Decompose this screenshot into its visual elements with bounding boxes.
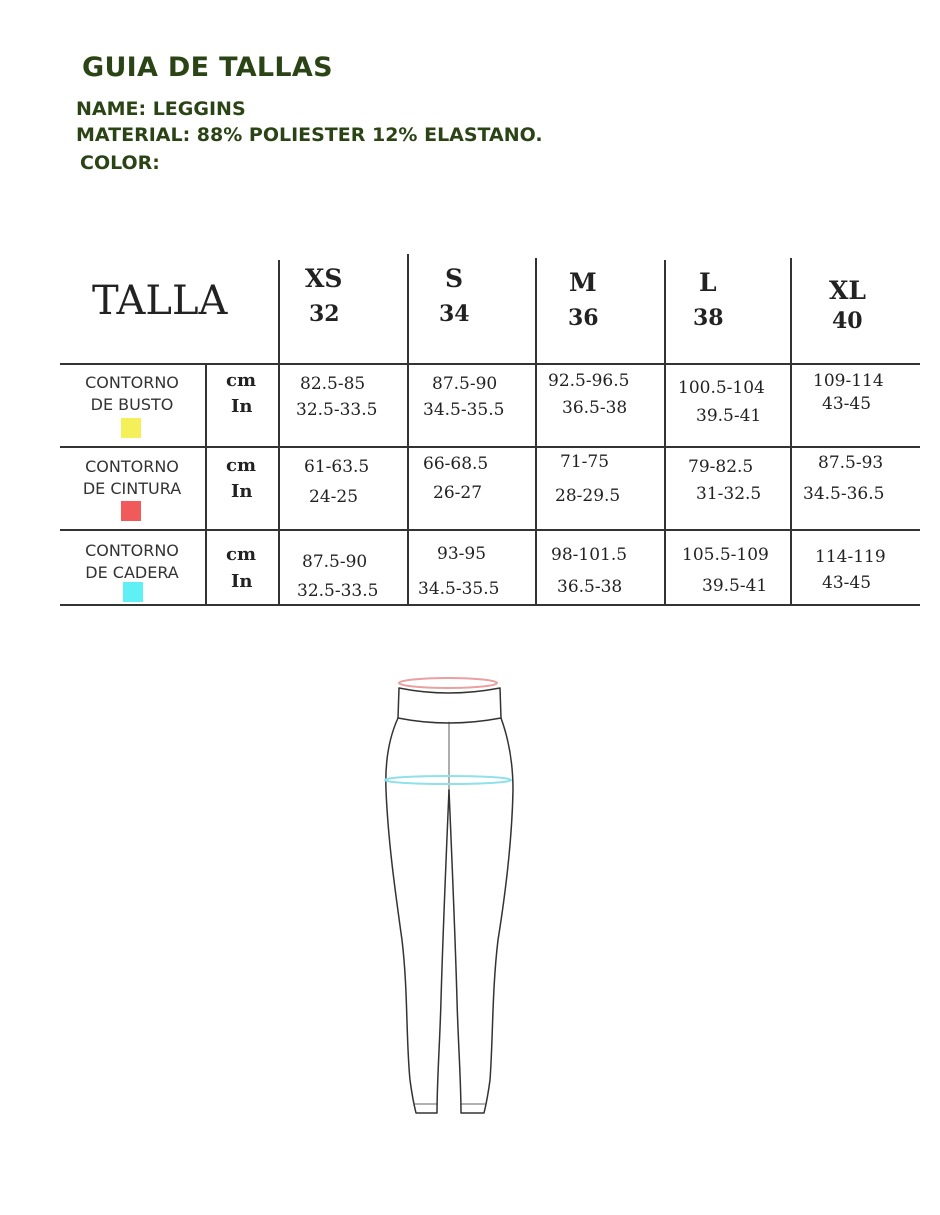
size-header-xs: XS (305, 264, 343, 293)
cintura-cm-xs: 61-63.5 (304, 457, 370, 477)
size-number-l: 38 (693, 305, 724, 331)
cintura-in-xs: 24-25 (309, 487, 359, 507)
table-divider (790, 258, 792, 606)
row-label-busto: CONTORNO DE BUSTO (85, 373, 179, 414)
busto-in-s: 34.5-35.5 (423, 400, 505, 420)
cintura-color-swatch (121, 501, 141, 521)
busto-cm-s: 87.5-90 (432, 374, 498, 394)
unit-cm: cm (226, 370, 257, 391)
table-divider (278, 260, 280, 606)
busto-cm-xs: 82.5-85 (300, 374, 366, 394)
cintura-in-s: 26-27 (433, 483, 483, 503)
size-header-s: S (445, 264, 464, 293)
talla-label: TALLA (92, 278, 228, 324)
unit-cm: cm (226, 544, 257, 565)
size-number-xs: 32 (309, 301, 340, 327)
table-divider (205, 364, 207, 606)
cadera-cm-m: 98-101.5 (551, 545, 628, 565)
product-material: MATERIAL: 88% POLIESTER 12% ELASTANO. (76, 124, 543, 146)
size-header-xl: XL (829, 276, 866, 305)
page-title: GUIA DE TALLAS (82, 52, 333, 83)
busto-color-swatch (121, 418, 141, 438)
table-divider (407, 254, 409, 606)
hip-measure-mark (385, 776, 511, 784)
cadera-in-m: 36.5-38 (557, 577, 623, 597)
cintura-cm-s: 66-68.5 (423, 454, 489, 474)
busto-cm-l: 100.5-104 (678, 378, 765, 398)
cadera-cm-l: 105.5-109 (682, 545, 769, 565)
cadera-in-xs: 32.5-33.5 (297, 581, 379, 601)
size-number-s: 34 (439, 301, 470, 327)
cintura-in-l: 31-32.5 (696, 484, 762, 504)
cadera-cm-s: 93-95 (437, 544, 487, 564)
busto-cm-xl: 109-114 (813, 371, 884, 391)
cadera-in-xl: 43-45 (822, 573, 872, 593)
cadera-in-s: 34.5-35.5 (418, 579, 500, 599)
table-divider (535, 258, 537, 606)
unit-in: In (231, 396, 253, 417)
cadera-cm-xs: 87.5-90 (302, 552, 368, 572)
busto-in-l: 39.5-41 (696, 406, 762, 426)
busto-in-xl: 43-45 (822, 394, 872, 414)
size-number-m: 36 (568, 305, 599, 331)
cadera-in-l: 39.5-41 (702, 576, 768, 596)
cintura-in-xl: 34.5-36.5 (803, 484, 885, 504)
size-number-xl: 40 (832, 308, 863, 334)
waist-measure-mark (399, 678, 497, 688)
cadera-cm-xl: 114-119 (815, 547, 886, 567)
busto-cm-m: 92.5-96.5 (548, 371, 630, 391)
cadera-color-swatch (123, 582, 143, 602)
busto-in-m: 36.5-38 (562, 398, 628, 418)
size-header-m: M (569, 268, 597, 297)
table-divider (60, 363, 920, 365)
unit-in: In (231, 481, 253, 502)
table-divider (60, 604, 920, 606)
size-header-l: L (699, 268, 717, 297)
row-label-cintura: CONTORNO DE CINTURA (82, 457, 182, 498)
unit-cm: cm (226, 455, 257, 476)
table-divider (664, 260, 666, 606)
cintura-cm-m: 71-75 (560, 452, 610, 472)
busto-in-xs: 32.5-33.5 (296, 400, 378, 420)
row-label-cadera: CONTORNO DE CADERA (85, 541, 179, 582)
product-name: NAME: LEGGINS (76, 98, 246, 120)
table-divider (60, 446, 920, 448)
unit-in: In (231, 571, 253, 592)
cintura-cm-xl: 87.5-93 (818, 453, 884, 473)
cintura-cm-l: 79-82.5 (688, 457, 754, 477)
table-divider (60, 529, 920, 531)
cintura-in-m: 28-29.5 (555, 486, 621, 506)
product-color: COLOR: (80, 152, 160, 174)
